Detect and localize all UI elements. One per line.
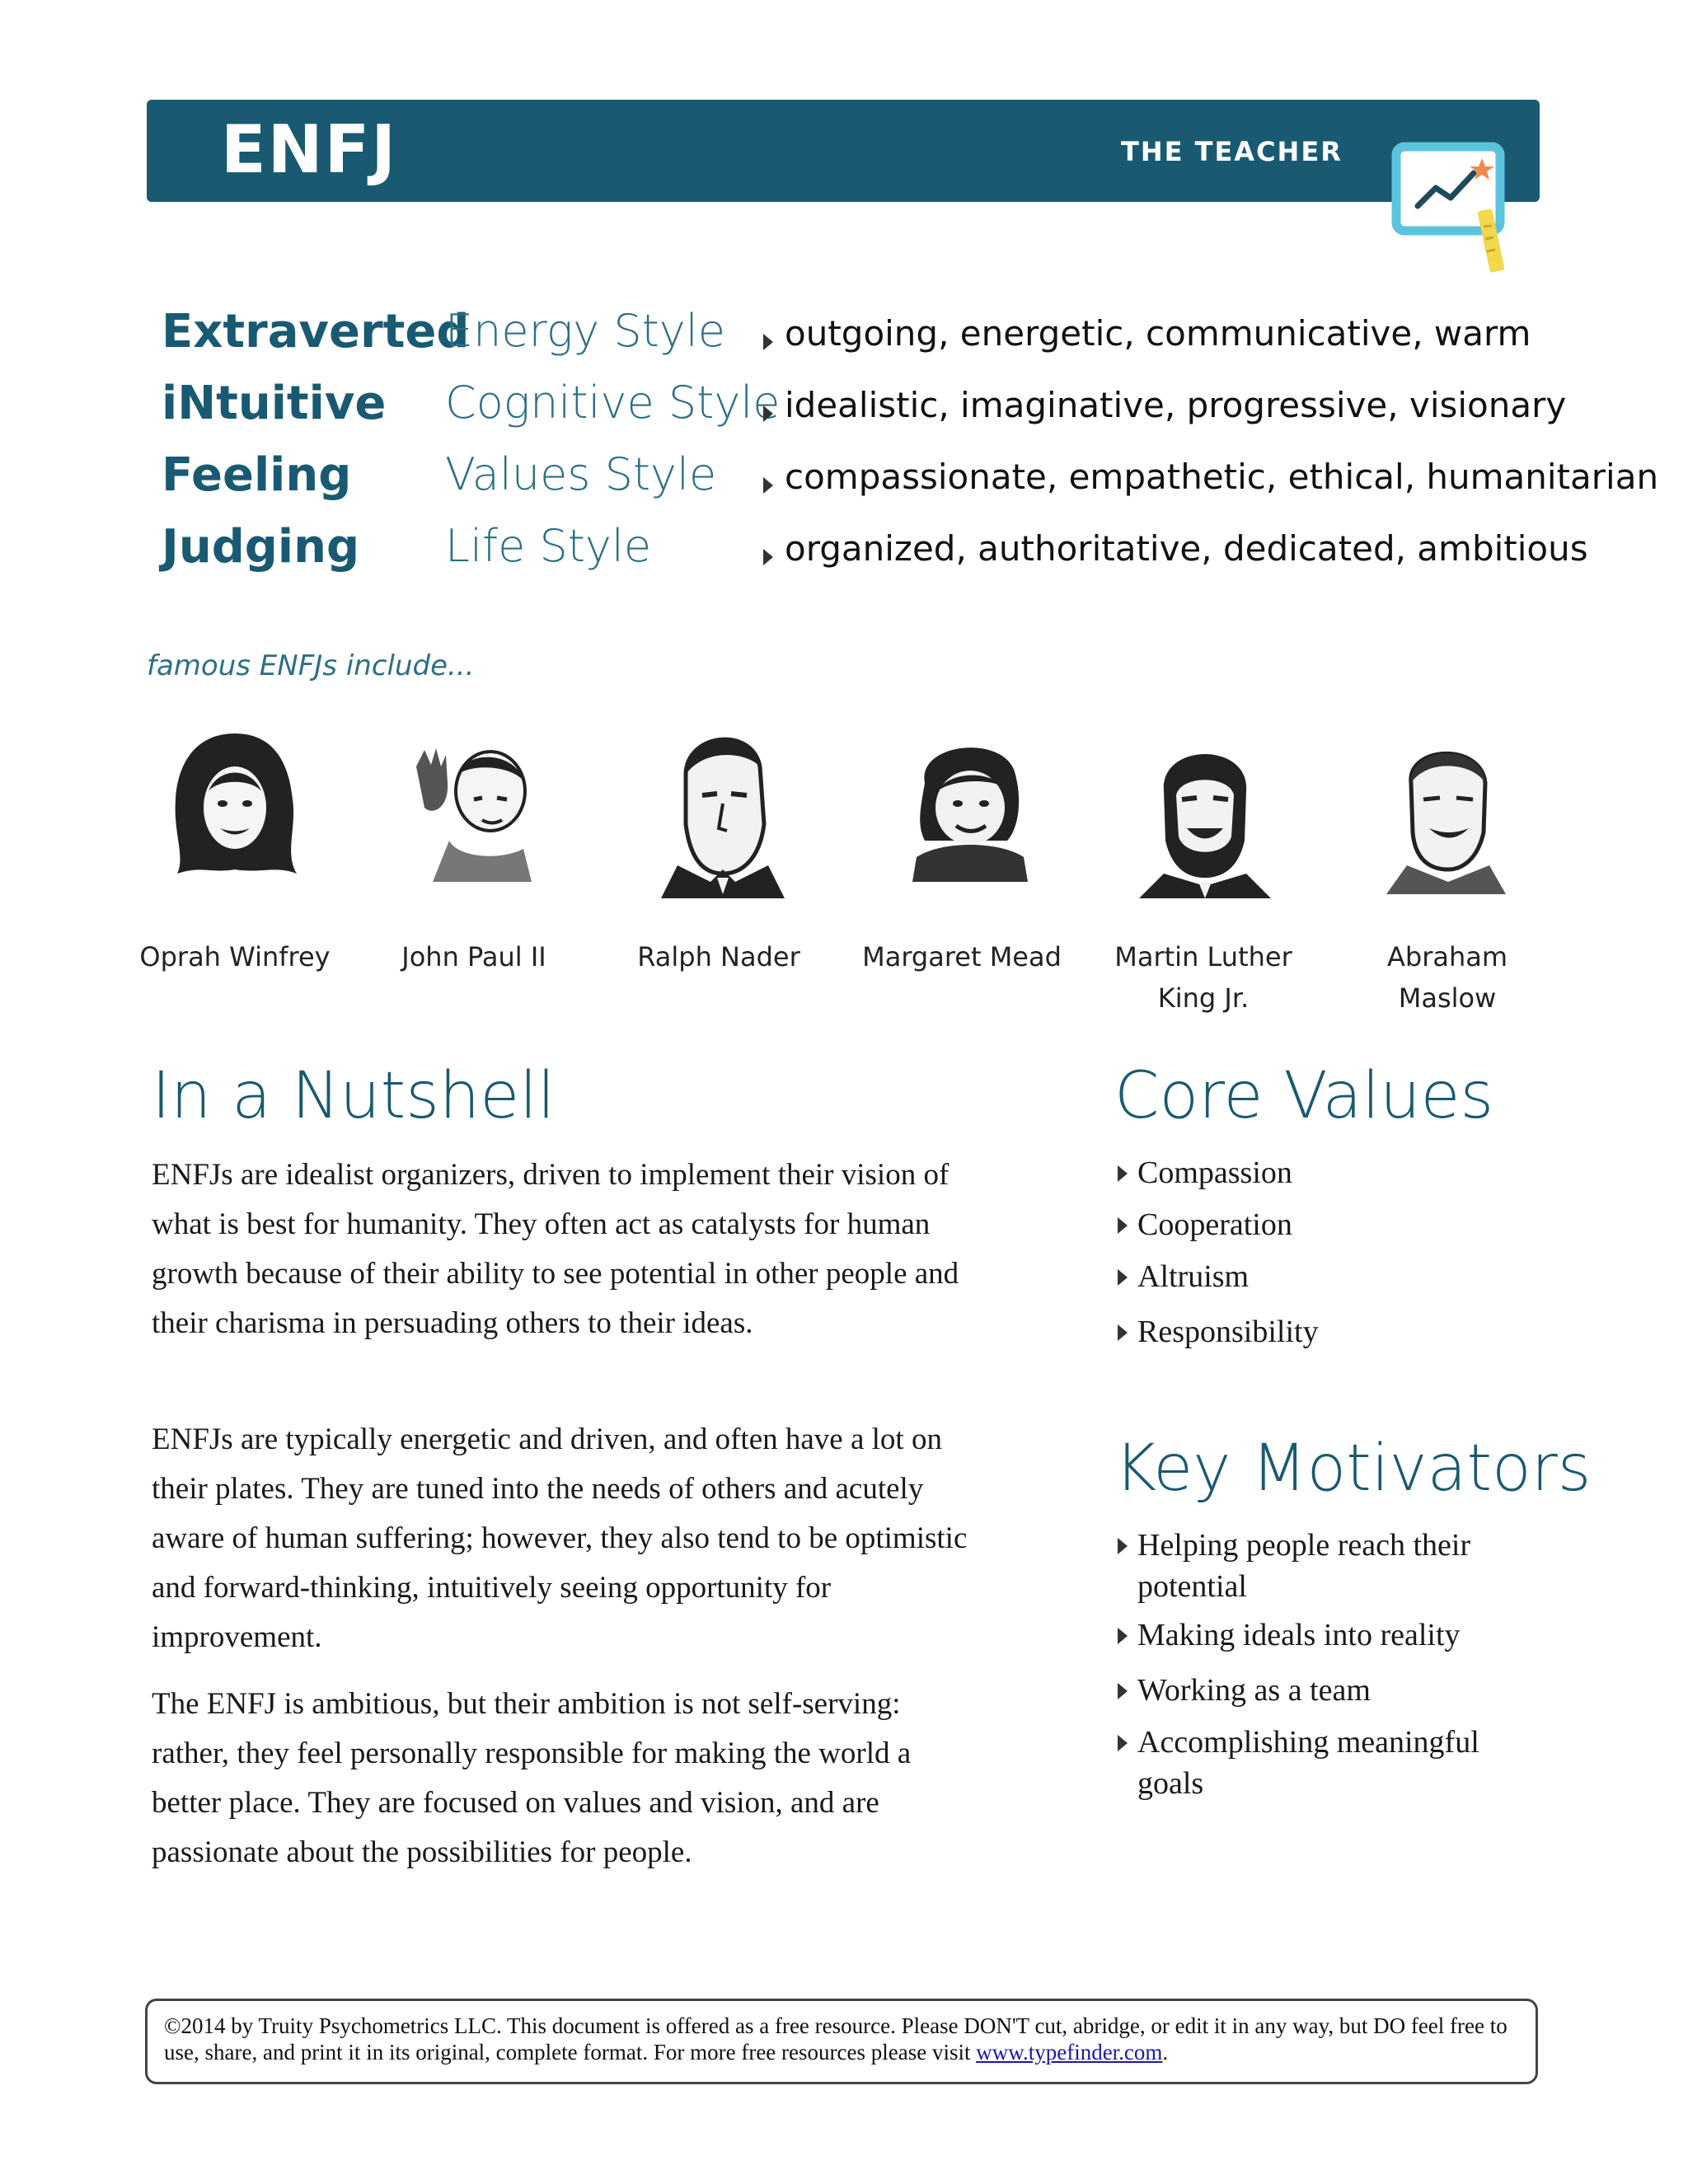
portrait-john-paul-ii	[400, 717, 548, 898]
triangle-bullet-icon	[1118, 1165, 1128, 1182]
header-banner	[147, 100, 1540, 202]
preference-style: Values Style	[445, 448, 717, 500]
teacher-chart-icon	[1391, 140, 1523, 276]
key-motivators-title: Key Motivators	[1114, 1432, 1592, 1506]
type-code: ENFJ	[221, 111, 398, 188]
nutshell-paragraph: ENFJs are typically energetic and driven, and often have a lot on their plates. They are tuned into the needs of others and acutely aware of human suffering; however, they also tend to be optimistic and forward-thinking, intuitively seeing opportunity for improvement.	[152, 1422, 968, 1654]
preference-traits: idealistic, imaginative, progressive, visionary	[785, 385, 1567, 425]
core-value-item: Compassion	[1137, 1155, 1292, 1190]
typefinder-link[interactable]: www.typefinder.com	[976, 2040, 1163, 2064]
triangle-bullet-icon	[763, 334, 773, 350]
portrait-abraham-maslow	[1370, 717, 1518, 898]
person-name: Oprah Winfrey	[139, 941, 331, 972]
person-name: Abraham Maslow	[1386, 941, 1508, 1014]
portrait-margaret-mead	[892, 717, 1040, 898]
preference-row-judging	[0, 520, 1688, 586]
key-motivator-item: Working as a team	[1137, 1673, 1371, 1708]
triangle-bullet-icon	[1118, 1538, 1128, 1554]
core-value-item: Altruism	[1137, 1259, 1250, 1294]
preference-traits: outgoing, energetic, communicative, warm	[785, 313, 1531, 354]
preference-row-extraverted	[0, 305, 1688, 371]
core-values-title: Core Values	[1114, 1059, 1494, 1133]
nutshell-paragraph: ENFJs are idealist organizers, driven to implement their vision of what is best for humanity. They often act as catalysts for human growth because of their ability to see potential in other people and their charisma in persuading others to their ideas.	[152, 1158, 959, 1340]
preference-row-intuitive	[0, 377, 1688, 443]
preference-row-feeling	[0, 448, 1688, 514]
preference-traits: organized, authoritative, dedicated, ambitious	[785, 528, 1588, 569]
triangle-bullet-icon	[763, 405, 773, 422]
person-name: Martin Luther King Jr.	[1114, 941, 1292, 1014]
triangle-bullet-icon	[1118, 1735, 1128, 1751]
preference-letter: Feeling	[162, 448, 352, 502]
triangle-bullet-icon	[763, 477, 773, 494]
preference-style: Cognitive Style	[445, 377, 781, 429]
copyright-footer	[145, 1999, 1538, 2084]
famous-caption: famous ENFJs include...	[147, 649, 475, 682]
triangle-bullet-icon	[1118, 1683, 1128, 1699]
preference-letter: Extraverted	[162, 305, 470, 359]
footer-text: ©2014 by Truity Psychometrics LLC. This document is offered as a free resource. Please DON'T cut, abridge, or edit it in any way, but DO feel free to use, share, and print it in its original, complete format. For more free resources please visit	[164, 2013, 1507, 2064]
portrait-martin-luther-king-jr	[1131, 717, 1279, 898]
preference-letter: iNtuitive	[162, 377, 387, 430]
portrait-oprah-winfrey	[161, 717, 309, 898]
preference-style: Life Style	[445, 520, 652, 572]
nutshell-title: In a Nutshell	[152, 1059, 556, 1133]
preference-style: Energy Style	[445, 305, 725, 357]
triangle-bullet-icon	[1118, 1269, 1128, 1286]
nutshell-paragraph: The ENFJ is ambitious, but their ambition is not self-serving: rather, they feel personally responsible for making the world a better place. They are focused on values and vision, and are passionate about the possibilities for people.	[152, 1687, 912, 1869]
triangle-bullet-icon	[1118, 1628, 1128, 1644]
portrait-ralph-nader	[645, 717, 793, 898]
key-motivator-item: Accomplishing meaningful goals	[1137, 1725, 1479, 1801]
preference-traits: compassionate, empathetic, ethical, humanitarian	[785, 457, 1659, 497]
person-name: Ralph Nader	[637, 941, 800, 972]
core-value-item: Responsibility	[1137, 1315, 1319, 1349]
key-motivator-item: Making ideals into reality	[1137, 1618, 1461, 1652]
core-value-item: Cooperation	[1137, 1207, 1292, 1242]
person-name: Margaret Mead	[862, 941, 1062, 972]
triangle-bullet-icon	[1118, 1217, 1128, 1234]
triangle-bullet-icon	[763, 549, 773, 565]
preference-letter: Judging	[162, 520, 360, 574]
triangle-bullet-icon	[1118, 1324, 1128, 1341]
type-nickname: THE TEACHER	[1121, 136, 1343, 167]
key-motivator-item: Helping people reach their potential	[1137, 1528, 1471, 1604]
person-name: John Paul II	[401, 941, 546, 972]
footer-end: .	[1162, 2040, 1169, 2064]
